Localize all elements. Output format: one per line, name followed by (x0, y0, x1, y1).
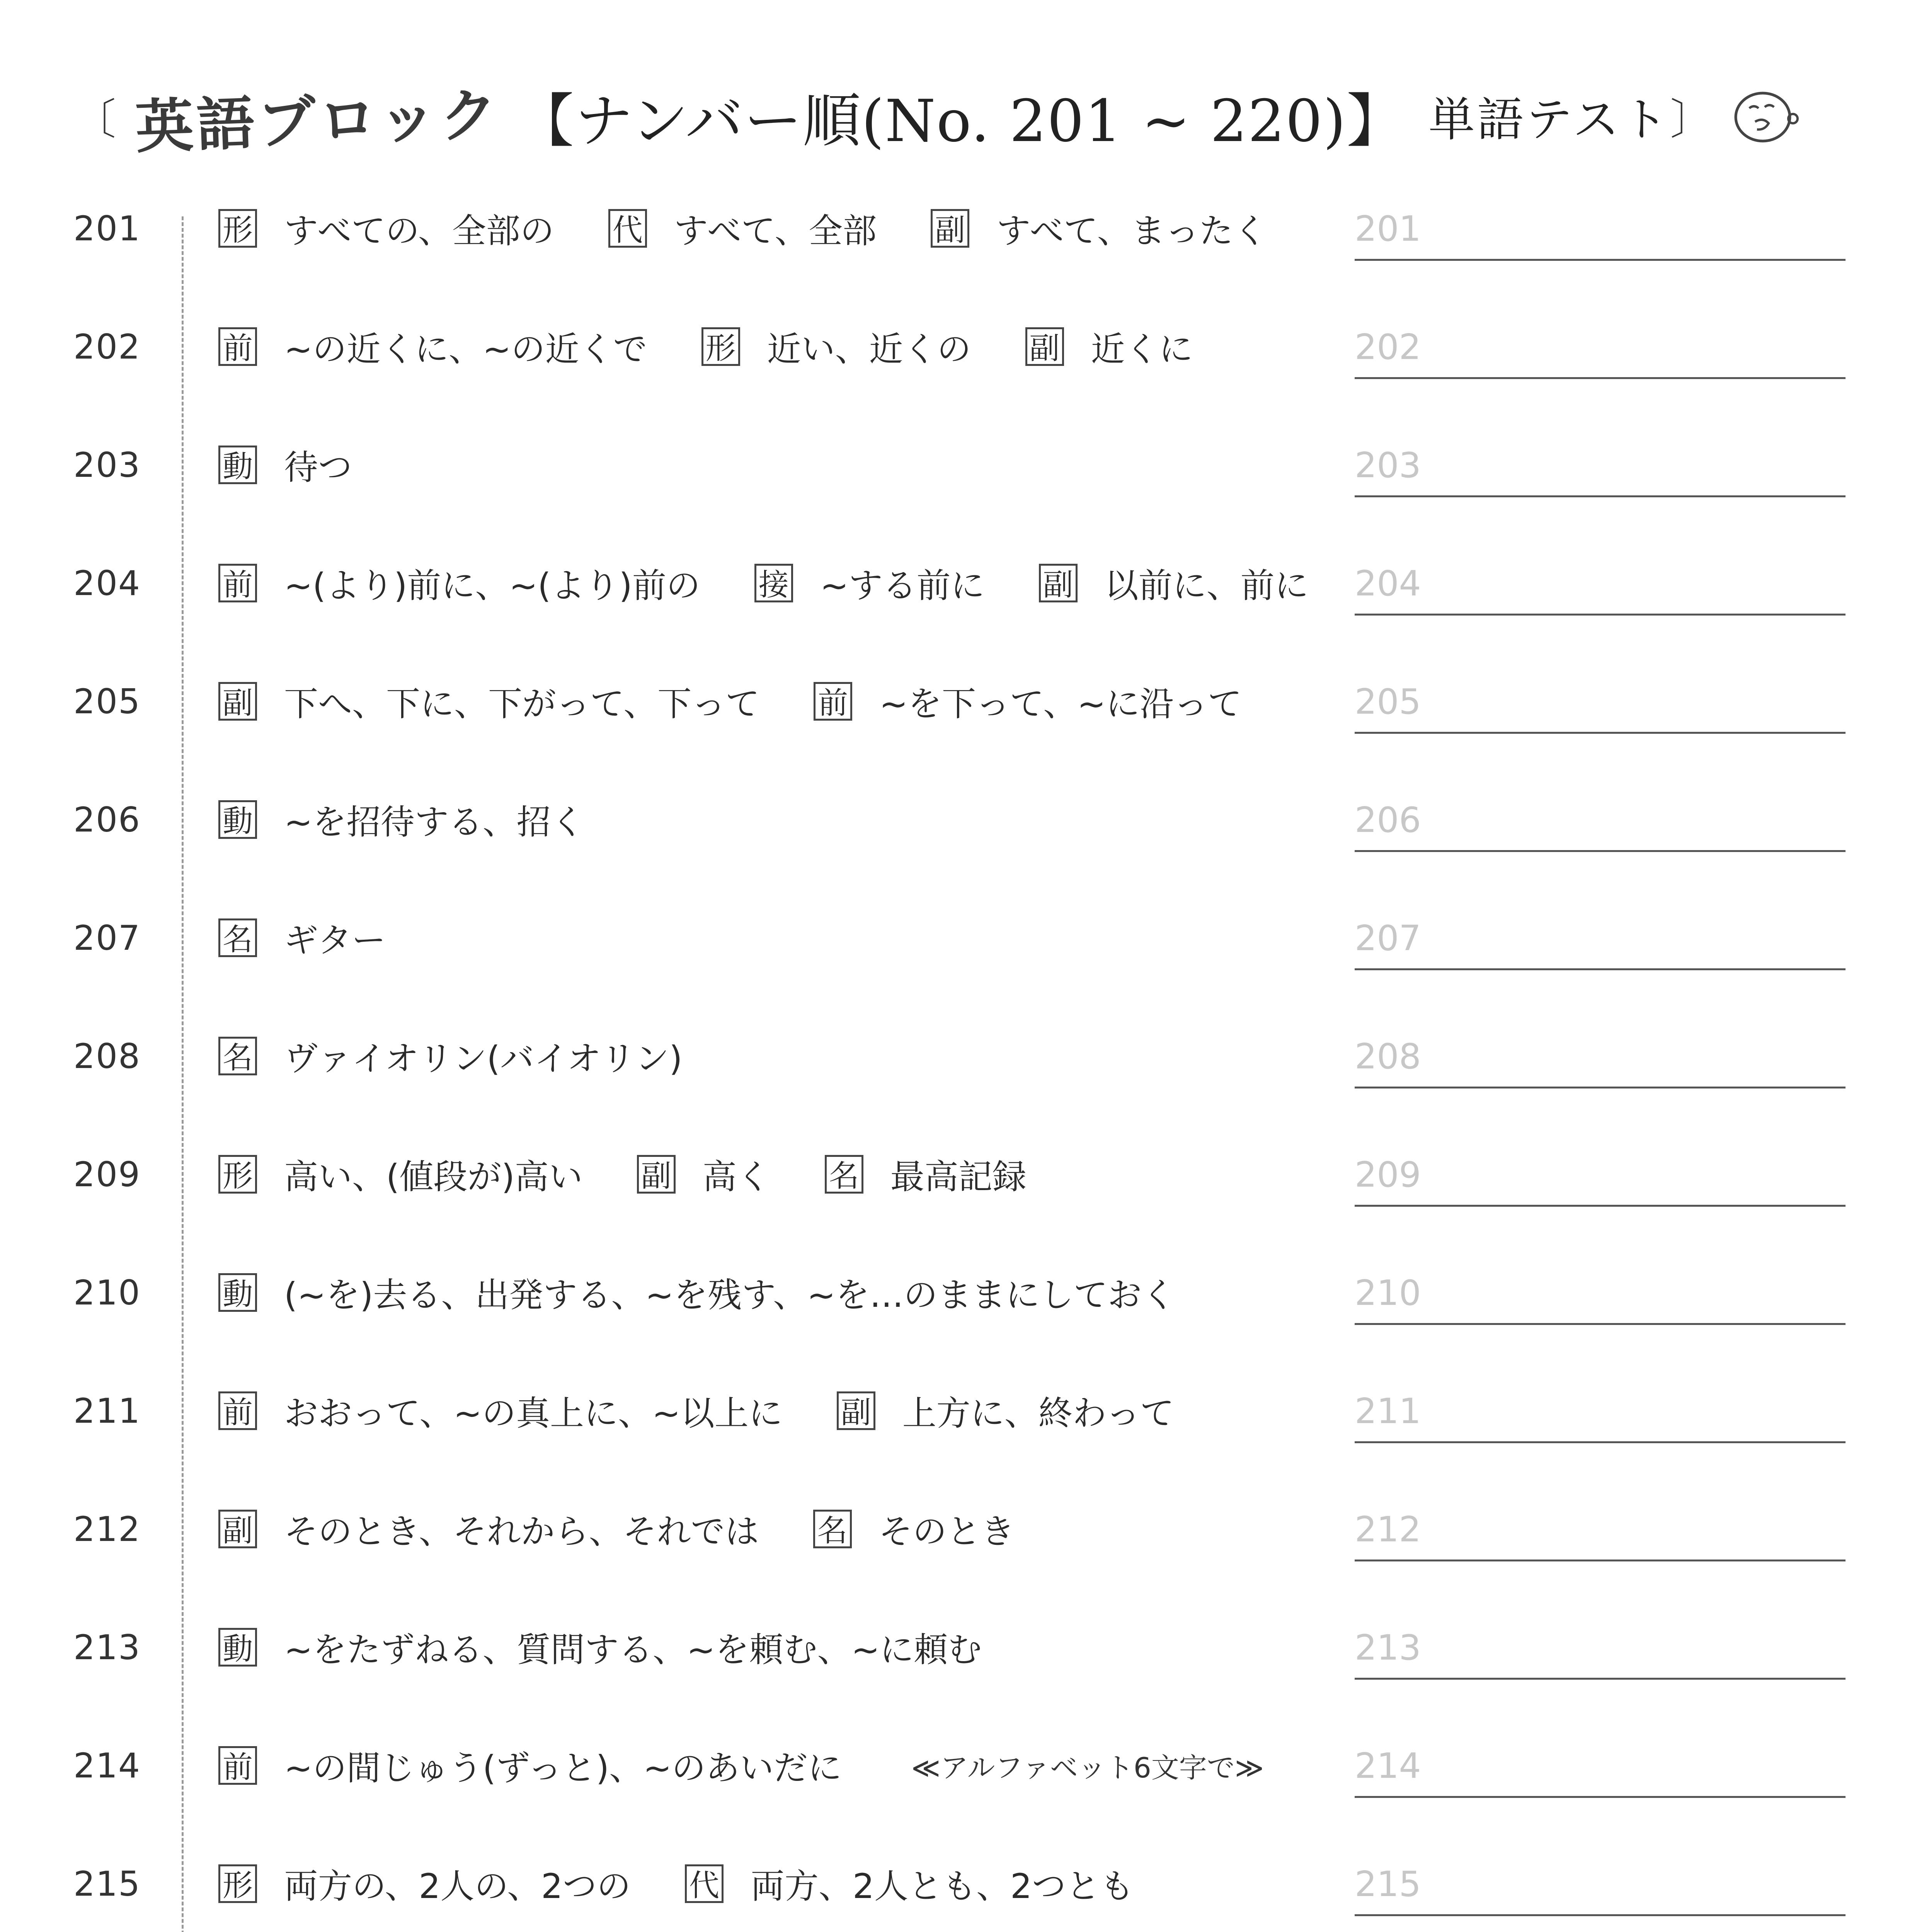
part-of-speech-badge: 前 (814, 682, 852, 721)
part-of-speech-badge: 代 (685, 1864, 724, 1903)
answer-line[interactable] (1355, 1678, 1845, 1680)
list-item (0, 1719, 1917, 1835)
definition-text: 最高記録 (890, 1157, 1027, 1197)
page-subtitle: 単語テスト (1428, 93, 1670, 147)
item-number: 204 (73, 563, 141, 603)
part-of-speech-badge: 名 (218, 1037, 257, 1075)
answer-line[interactable] (1355, 850, 1845, 852)
definitions (218, 795, 1339, 844)
definition (608, 204, 877, 253)
answer-placeholder-number: 202 (1355, 327, 1421, 367)
definition (637, 1150, 771, 1199)
part-of-speech-badge: 副 (218, 682, 257, 721)
definitions (218, 1741, 1339, 1790)
list-item (0, 891, 1917, 1007)
definition-text: すべて、まったく (996, 211, 1267, 251)
answer-line[interactable] (1355, 377, 1845, 379)
answer-line[interactable] (1355, 1796, 1845, 1798)
part-of-speech-badge: 名 (813, 1510, 852, 1548)
definition-text: ~(より)前に、~(より)前の (284, 566, 700, 605)
list-item (0, 536, 1917, 652)
answer-placeholder-number: 211 (1355, 1391, 1421, 1432)
item-number: 205 (73, 682, 141, 721)
item-number: 208 (73, 1036, 141, 1076)
part-of-speech-badge: 前 (218, 327, 257, 366)
definitions (218, 913, 1339, 962)
definition-text: すべての、全部の (284, 211, 554, 251)
part-of-speech-badge: 副 (218, 1510, 257, 1548)
definition-text: (~を)去る、出発する、~を残す、~を…のままにしておく (284, 1275, 1176, 1315)
item-number: 210 (73, 1273, 141, 1313)
list-item (0, 1837, 1917, 1932)
answer-line[interactable] (1355, 614, 1845, 616)
definition-text: ~を下って、~に沿って (879, 684, 1242, 724)
definition-text: ~する前に (820, 566, 985, 605)
part-of-speech-badge: 形 (218, 1155, 257, 1194)
list-item (0, 773, 1917, 889)
answer-placeholder-number: 212 (1355, 1509, 1421, 1550)
part-of-speech-badge: 名 (218, 918, 257, 957)
list-item (0, 1009, 1917, 1125)
header-close-bracket: 〕 (1670, 95, 1713, 144)
answer-line[interactable] (1355, 1087, 1845, 1088)
definition-text: そのとき、それから、それでは (284, 1512, 759, 1551)
item-number: 214 (73, 1746, 141, 1786)
definition-text: 両方、2人とも、2つとも (750, 1866, 1134, 1906)
part-of-speech-badge: 動 (218, 1273, 257, 1312)
item-number: 212 (73, 1509, 141, 1549)
item-number: 211 (73, 1391, 141, 1431)
definition-text: ~をたずねる、質問する、~を頼む、~に頼む (284, 1630, 982, 1670)
part-of-speech-badge: 副 (931, 209, 969, 248)
definition (931, 204, 1267, 253)
definition-text: 両方の、2人の、2つの (284, 1866, 631, 1906)
definition (218, 1386, 783, 1435)
definition (1025, 322, 1193, 371)
part-of-speech-badge: 副 (837, 1391, 875, 1430)
answer-placeholder-number: 210 (1355, 1273, 1421, 1313)
definition (218, 1741, 842, 1790)
item-number: 209 (73, 1155, 141, 1194)
definition-text: ~を招待する、招く (284, 802, 585, 842)
definitions (218, 440, 1339, 489)
definition (218, 1268, 1176, 1317)
part-of-speech-badge: 形 (218, 209, 257, 248)
part-of-speech-badge: 前 (218, 1391, 257, 1430)
definitions (218, 322, 1339, 371)
part-of-speech-badge: 形 (701, 327, 740, 366)
part-of-speech-badge: 副 (637, 1155, 676, 1194)
answer-placeholder-number: 208 (1355, 1036, 1421, 1077)
definition (218, 913, 386, 962)
definition (837, 1386, 1174, 1435)
definitions (218, 1032, 1339, 1080)
definitions (218, 1505, 1339, 1553)
part-of-speech-badge: 前 (218, 1746, 257, 1785)
definition (218, 677, 759, 726)
definition (813, 1505, 1015, 1553)
answer-placeholder-number: 209 (1355, 1155, 1421, 1195)
definition (218, 1859, 631, 1908)
part-of-speech-badge: 副 (1039, 564, 1078, 602)
answer-line[interactable] (1355, 1205, 1845, 1207)
part-of-speech-badge: 代 (608, 209, 647, 248)
definition-text: 近い、近くの (767, 329, 971, 369)
definition-text: そのとき (878, 1512, 1015, 1551)
item-number: 207 (73, 918, 141, 958)
part-of-speech-badge: 名 (825, 1155, 863, 1194)
answer-placeholder-number: 204 (1355, 563, 1421, 604)
part-of-speech-badge: 形 (218, 1864, 257, 1903)
list-item (0, 300, 1917, 416)
list-item (0, 655, 1917, 770)
definition (1039, 559, 1309, 607)
answer-line[interactable] (1355, 732, 1845, 734)
definition (218, 795, 585, 844)
definitions (218, 1268, 1339, 1317)
definition (218, 559, 700, 607)
definition-text: すべて、全部 (674, 211, 877, 251)
list-item (0, 1600, 1917, 1716)
definitions (218, 1386, 1339, 1435)
definition (754, 559, 985, 607)
page-header (73, 70, 1813, 162)
answer-placeholder-number: 214 (1355, 1746, 1421, 1786)
definition (685, 1859, 1134, 1908)
definition-text: 以前に、前に (1104, 566, 1309, 605)
part-of-speech-badge: 前 (218, 564, 257, 602)
answer-line[interactable] (1355, 1441, 1845, 1443)
definitions (218, 1623, 1339, 1672)
definition (218, 1150, 583, 1199)
definition-text: ~の間じゅう(ずっと)、~のあいだに (284, 1748, 842, 1788)
definition (701, 322, 971, 371)
answer-line[interactable] (1355, 1560, 1845, 1561)
definition-text: 待つ (284, 447, 352, 487)
definition-text: おおって、~の真上に、~以上に (284, 1393, 783, 1433)
answer-line[interactable] (1355, 968, 1845, 970)
definition (218, 204, 554, 253)
item-number: 213 (73, 1628, 141, 1667)
list-item (0, 1246, 1917, 1362)
list-item (0, 418, 1917, 534)
definitions (218, 204, 1339, 253)
definition-text: 上方に、終わって (902, 1393, 1174, 1433)
definitions (218, 677, 1339, 726)
answer-placeholder-number: 203 (1355, 445, 1421, 486)
item-number: 201 (73, 209, 141, 248)
definition-text: ギター (284, 920, 386, 960)
answer-placeholder-number: 205 (1355, 682, 1421, 722)
definition-text: 高い、(値段が)高い (284, 1157, 583, 1197)
answer-placeholder-number: 213 (1355, 1628, 1421, 1668)
answer-placeholder-number: 201 (1355, 209, 1421, 249)
item-number: 202 (73, 327, 141, 367)
definition (218, 1623, 982, 1672)
definition (218, 440, 352, 489)
definition (814, 677, 1242, 726)
definition (825, 1150, 1027, 1199)
answer-line[interactable] (1355, 259, 1845, 261)
answer-line[interactable] (1355, 1323, 1845, 1325)
definition (218, 1505, 759, 1553)
answer-line[interactable] (1355, 1914, 1845, 1916)
header-open-bracket: 〔 (73, 95, 116, 144)
brand-logo-text: 英語ブロック (134, 81, 502, 162)
definition-text: 近くに (1091, 329, 1193, 369)
part-of-speech-badge: 動 (218, 1628, 257, 1667)
definition (218, 322, 647, 371)
item-number: 215 (73, 1864, 141, 1904)
definition-text: 高く (702, 1157, 771, 1197)
answer-placeholder-number: 207 (1355, 918, 1421, 959)
definitions (218, 1150, 1339, 1199)
definition-text: ヴァイオリン(バイオリン) (284, 1039, 683, 1078)
part-of-speech-badge: 動 (218, 446, 257, 484)
item-number: 206 (73, 800, 141, 840)
definition-text: ~の近くに、~の近くで (284, 329, 647, 369)
definition-text: 下へ、下に、下がって、下って (284, 684, 760, 724)
page-title: 【ナンバー順(No. 201 ~ 220)】 (516, 88, 1405, 155)
letter-count-hint: ≪アルファベット6文字で≫ (911, 1752, 1264, 1784)
list-item (0, 1128, 1917, 1243)
definition (218, 1032, 683, 1080)
answer-line[interactable] (1355, 495, 1845, 497)
smiley-face-icon (1728, 83, 1801, 149)
answer-placeholder-number: 206 (1355, 800, 1421, 840)
answer-placeholder-number: 215 (1355, 1864, 1421, 1905)
part-of-speech-badge: 副 (1025, 327, 1064, 366)
part-of-speech-badge: 接 (754, 564, 793, 602)
definitions (218, 1859, 1339, 1908)
list-item (0, 182, 1917, 298)
part-of-speech-badge: 動 (218, 800, 257, 839)
list-item (0, 1364, 1917, 1480)
item-number: 203 (73, 445, 141, 485)
definitions (218, 559, 1339, 607)
list-item (0, 1482, 1917, 1598)
